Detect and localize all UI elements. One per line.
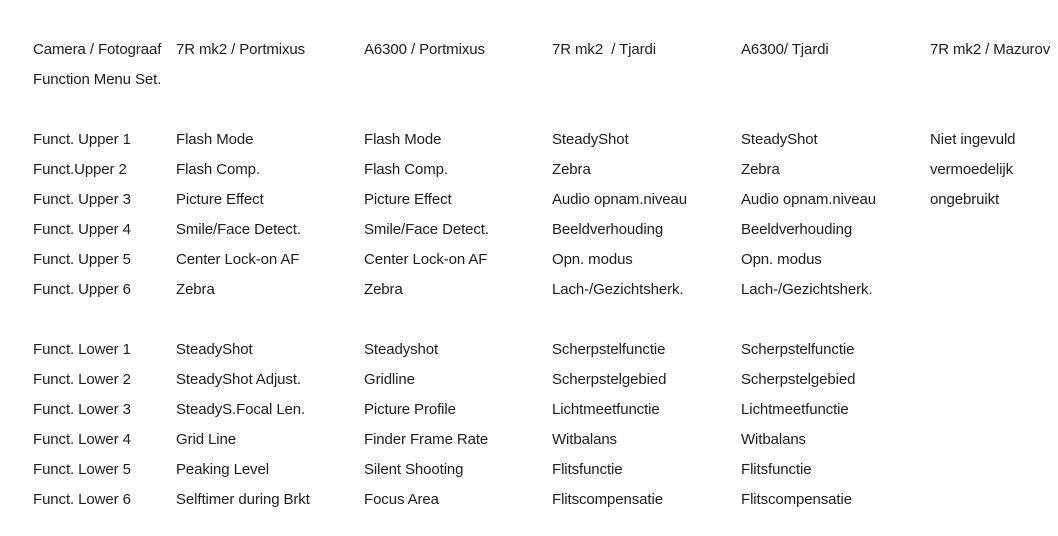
table-cell: Lach-/Gezichtsherk. [741, 280, 873, 298]
table-cell: Witbalans [741, 430, 806, 448]
table-cell: Audio opnam.niveau [552, 190, 687, 208]
table-cell: Picture Profile [364, 400, 456, 418]
table-cell: Lichtmeetfunctie [552, 400, 660, 418]
row-label: Funct. Lower 3 [33, 400, 131, 418]
table-row [33, 214, 1050, 244]
section-title: Function Menu Set. [33, 70, 162, 88]
table-cell: Smile/Face Detect. [176, 220, 301, 238]
column-header-7rmk2-portmixus: 7R mk2 / Portmixus [176, 40, 306, 58]
table-cell: Flitscompensatie [741, 490, 852, 508]
table-cell: Audio opnam.niveau [741, 190, 876, 208]
column-header-camera-fotograaf: Camera / Fotograaf [33, 40, 162, 58]
table-cell: Witbalans [552, 430, 617, 448]
row-label: Funct. Lower 5 [33, 460, 131, 478]
table-cell: Flash Comp. [176, 160, 260, 178]
row-label: Funct. Upper 6 [33, 280, 131, 298]
row-label: Funct. Upper 5 [33, 250, 131, 268]
blank-row [33, 94, 1050, 124]
table-cell: Selftimer during Brkt [176, 490, 310, 508]
row-label: Funct. Lower 1 [33, 340, 131, 358]
table-row [33, 394, 1050, 424]
table-cell: SteadyShot [176, 340, 253, 358]
table-cell: Scherpstelgebied [552, 370, 667, 388]
table-cell: Center Lock-on AF [364, 250, 488, 268]
table-cell: Flitsfunctie [552, 460, 623, 478]
table-cell: Flash Comp. [364, 160, 448, 178]
table-cell: Peaking Level [176, 460, 269, 478]
table-cell: Beeldverhouding [552, 220, 664, 238]
row-label: Funct. Lower 4 [33, 430, 131, 448]
column-header-a6300-portmixus: A6300 / Portmixus [364, 40, 485, 58]
column-header-7rmk2-mazurov: 7R mk2 / Mazurov [930, 40, 1051, 58]
table-cell: ongebruikt [930, 190, 1000, 208]
table-cell: Steadyshot [364, 340, 439, 358]
table-cell: SteadyShot [741, 130, 818, 148]
upper-rows-group [33, 124, 1050, 304]
table-cell: Lach-/Gezichtsherk. [552, 280, 684, 298]
table-cell: Focus Area [364, 490, 439, 508]
table-cell: Opn. modus [741, 250, 822, 268]
table-cell: Flitscompensatie [552, 490, 663, 508]
table-cell: Silent Shooting [364, 460, 464, 478]
lower-rows-group [33, 334, 1050, 514]
table-row [33, 244, 1050, 274]
table-row [33, 154, 1050, 184]
table-cell: vermoedelijk [930, 160, 1013, 178]
table-section-row [33, 64, 1050, 94]
table-cell: Grid Line [176, 430, 236, 448]
table-cell: Finder Frame Rate [364, 430, 489, 448]
table-row [33, 184, 1050, 214]
row-label: Funct. Lower 2 [33, 370, 131, 388]
table-cell: SteadyS.Focal Len. [176, 400, 306, 418]
table-cell: Scherpstelgebied [741, 370, 856, 388]
table-row [33, 454, 1050, 484]
table-cell: Zebra [741, 160, 780, 178]
row-label: Funct. Lower 6 [33, 490, 131, 508]
row-label: Funct.Upper 2 [33, 160, 127, 178]
row-label: Funct. Upper 1 [33, 130, 131, 148]
table-row [33, 274, 1050, 304]
table-cell: Niet ingevuld [930, 130, 1016, 148]
table-row [33, 484, 1050, 514]
table-cell: Smile/Face Detect. [364, 220, 489, 238]
row-label: Funct. Upper 4 [33, 220, 131, 238]
table-row [33, 424, 1050, 454]
table-header-row [33, 34, 1050, 64]
table-cell: Zebra [176, 280, 215, 298]
table-cell: Picture Effect [176, 190, 264, 208]
table-cell: Zebra [552, 160, 591, 178]
table-row [33, 334, 1050, 364]
table-cell: Flash Mode [364, 130, 442, 148]
table-cell: Lichtmeetfunctie [741, 400, 849, 418]
table-cell: Opn. modus [552, 250, 633, 268]
column-header-7rmk2-tjardi: 7R mk2 / Tjardi [552, 40, 656, 58]
table-row [33, 124, 1050, 154]
table-cell: Picture Effect [364, 190, 452, 208]
table-cell: Gridline [364, 370, 415, 388]
table-cell: Flash Mode [176, 130, 254, 148]
table-row [33, 364, 1050, 394]
table-cell: SteadyShot Adjust. [176, 370, 301, 388]
table-cell: Flitsfunctie [741, 460, 812, 478]
camera-settings-table [33, 34, 1050, 514]
blank-row [33, 304, 1050, 334]
table-cell: Zebra [364, 280, 403, 298]
table-cell: Scherpstelfunctie [552, 340, 666, 358]
column-header-a6300-tjardi: A6300/ Tjardi [741, 40, 829, 58]
table-cell: Scherpstelfunctie [741, 340, 855, 358]
table-cell: Beeldverhouding [741, 220, 853, 238]
table-cell: Center Lock-on AF [176, 250, 300, 268]
row-label: Funct. Upper 3 [33, 190, 131, 208]
table-cell: SteadyShot [552, 130, 629, 148]
